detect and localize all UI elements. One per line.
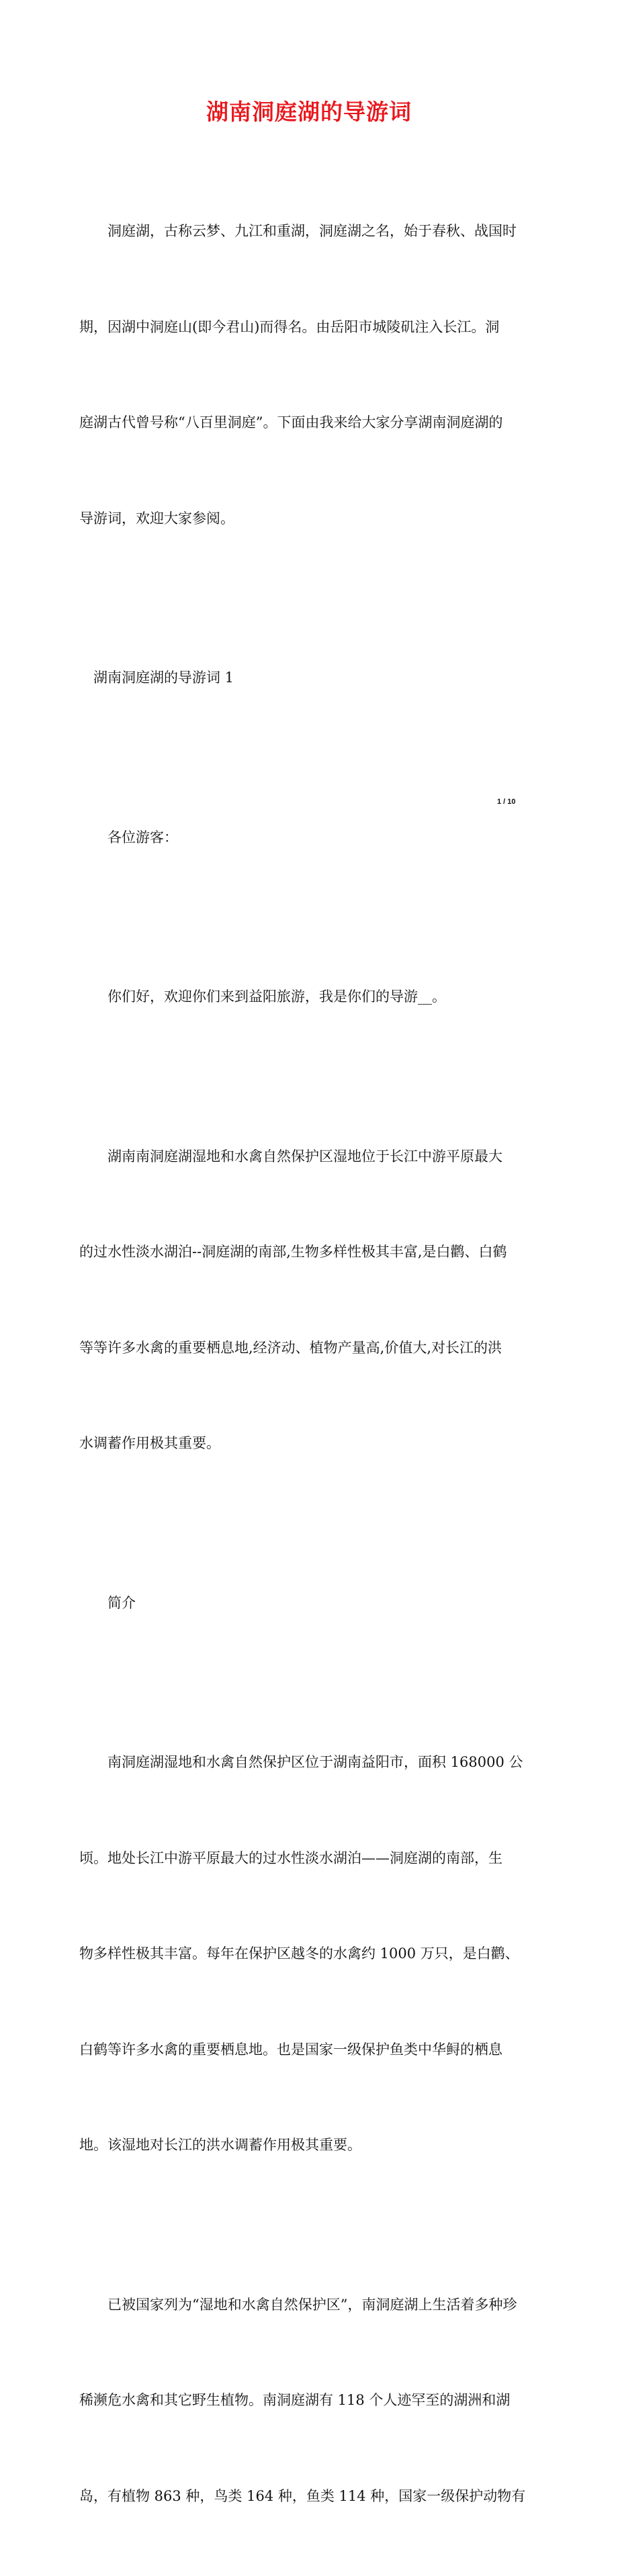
text-line: 简介: [93, 1588, 537, 1620]
text-line: 地。该湿地对长江的洪水调蓄作用极其重要。: [93, 2129, 537, 2162]
paragraph-reserve: [93, 1683, 537, 2225]
text-line: 南洞庭湖湿地和水禽自然保护区位于湖南益阳市，面积 168000 公: [93, 1747, 537, 1779]
paragraph-wetland: [93, 1077, 537, 1524]
text-line: 的过水性淡水湖泊--洞庭湖的南部,生物多样性极其丰富,是白鹳、白鹤: [93, 1236, 537, 1269]
text-line: 期，因湖中洞庭山(即今君山)而得名。由岳阳市城陵矶注入长江。洞: [93, 312, 537, 344]
text-line: 导游词，欢迎大家参阅。: [93, 503, 537, 535]
paragraph-greeting: [93, 758, 537, 918]
text-line: 湖南南洞庭湖湿地和水禽自然保护区湿地位于长江中游平原最大: [93, 1141, 537, 1173]
text-line: 稀濒危水禽和其它野生植物。南洞庭湖有 118 个人迹罕至的湖洲和湖: [93, 2385, 537, 2417]
text-line: 顷。地处长江中游平原最大的过水性淡水湖泊——洞庭湖的南部，生: [93, 1843, 537, 1875]
text-line: 洞庭湖，古称云梦、九江和重湖，洞庭湖之名，始于春秋、战国时: [93, 216, 537, 248]
text-line: 等等许多水禽的重要栖息地,经济动、植物产量高,价值大,对长江的洪: [93, 1332, 537, 1365]
page-number: 1 / 10: [497, 798, 516, 806]
paragraph-species: [93, 2225, 537, 2576]
text-line: 庭湖古代曾号称“八百里洞庭”。下面由我来给大家分享湖南洞庭湖的: [93, 407, 537, 439]
document-body: [93, 152, 537, 2576]
page-title: 湖南洞庭湖的导游词: [0, 97, 618, 127]
text-line: 岛，有植物 863 种，鸟类 164 种，鱼类 114 种，国家一级保护动物有: [93, 2481, 537, 2513]
text-line: 水调蓄作用极其重要。: [93, 1428, 537, 1460]
paragraph-welcome: [93, 917, 537, 1077]
text-line: 已被国家列为“湿地和水禽自然保护区”，南洞庭湖上生活着多种珍: [93, 2289, 537, 2321]
paragraph-intro: [93, 152, 537, 598]
text-line: 白鹤等许多水禽的重要栖息地。也是国家一级保护鱼类中华鲟的栖息: [93, 2034, 537, 2066]
text-line: 湖南洞庭湖的导游词 1: [93, 662, 537, 694]
subheading-intro: [93, 1524, 537, 1684]
text-line: 你们好，欢迎你们来到益阳旅游，我是你们的导游__。: [93, 981, 537, 1013]
text-line: 各位游客：: [93, 822, 537, 854]
section-heading: [93, 598, 537, 758]
text-line: 物多样性极其丰富。每年在保护区越冬的水禽约 1000 万只，是白鹳、: [93, 1938, 537, 1970]
